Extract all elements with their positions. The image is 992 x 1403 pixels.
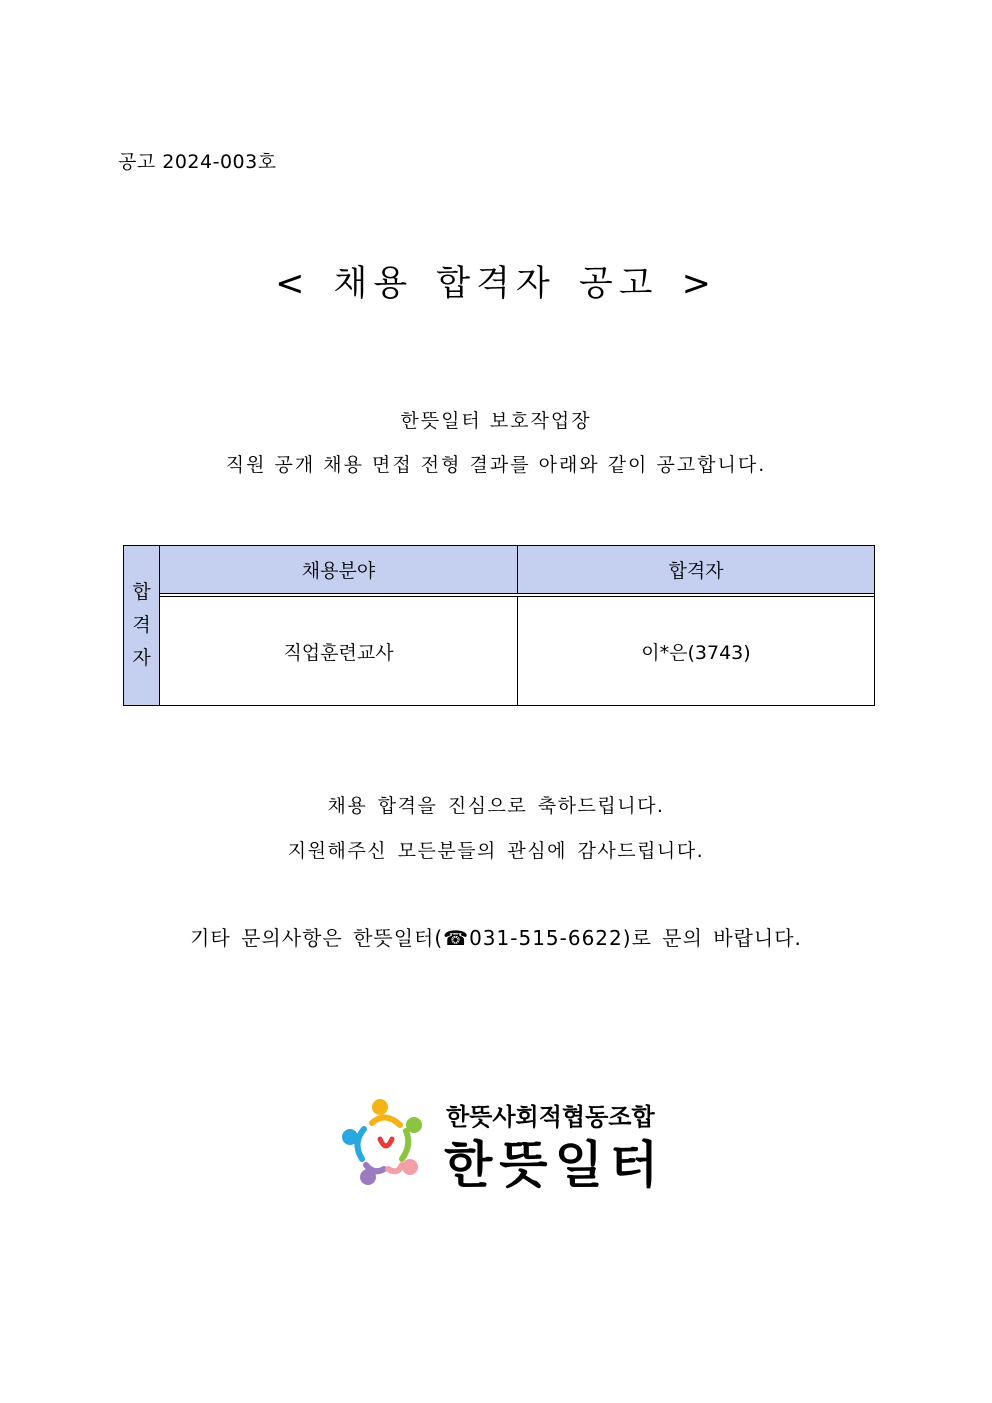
result-table [123, 545, 875, 706]
logo-mark-icon [340, 1095, 430, 1190]
phone-icon: ☎ [443, 926, 470, 950]
phone-number: 031-515-6622 [469, 926, 623, 950]
logo-subtitle: 한뜻사회적협동조합 [446, 1103, 655, 1131]
side-header [124, 546, 160, 705]
side-header-char: 격 [132, 614, 151, 636]
logo-name: 한뜻일터 [444, 1136, 666, 1194]
organization-logo [340, 1095, 666, 1195]
organization-name: 한뜻일터 보호작업장 [400, 410, 592, 432]
column-header-field: 채용분야 [160, 546, 518, 593]
contact-prefix: 기타 문의사항은 한뜻일터( [190, 926, 444, 950]
side-header-char: 합 [132, 581, 151, 603]
contact-suffix: )로 문의 바랍니다. [622, 926, 802, 950]
page-title: < 채용 합격자 공고 > [275, 264, 717, 304]
congratulations-text: 채용 합격을 진심으로 축하드립니다. [327, 795, 665, 817]
table-cell-passer: 이*은(3743) [641, 641, 751, 664]
thanks-text: 지원해주신 모든분들의 관심에 감사드립니다. [287, 840, 705, 862]
column-header-passer: 합격자 [518, 546, 874, 593]
contact-text [0, 922, 992, 951]
intro-statement: 직원 공개 채용 면접 전형 결과를 아래와 같이 공고합니다. [225, 454, 767, 476]
notice-number: 공고 2024-003호 [118, 151, 277, 173]
side-header-char: 자 [132, 647, 151, 669]
table-cell-field: 직업훈련교사 [160, 597, 518, 705]
